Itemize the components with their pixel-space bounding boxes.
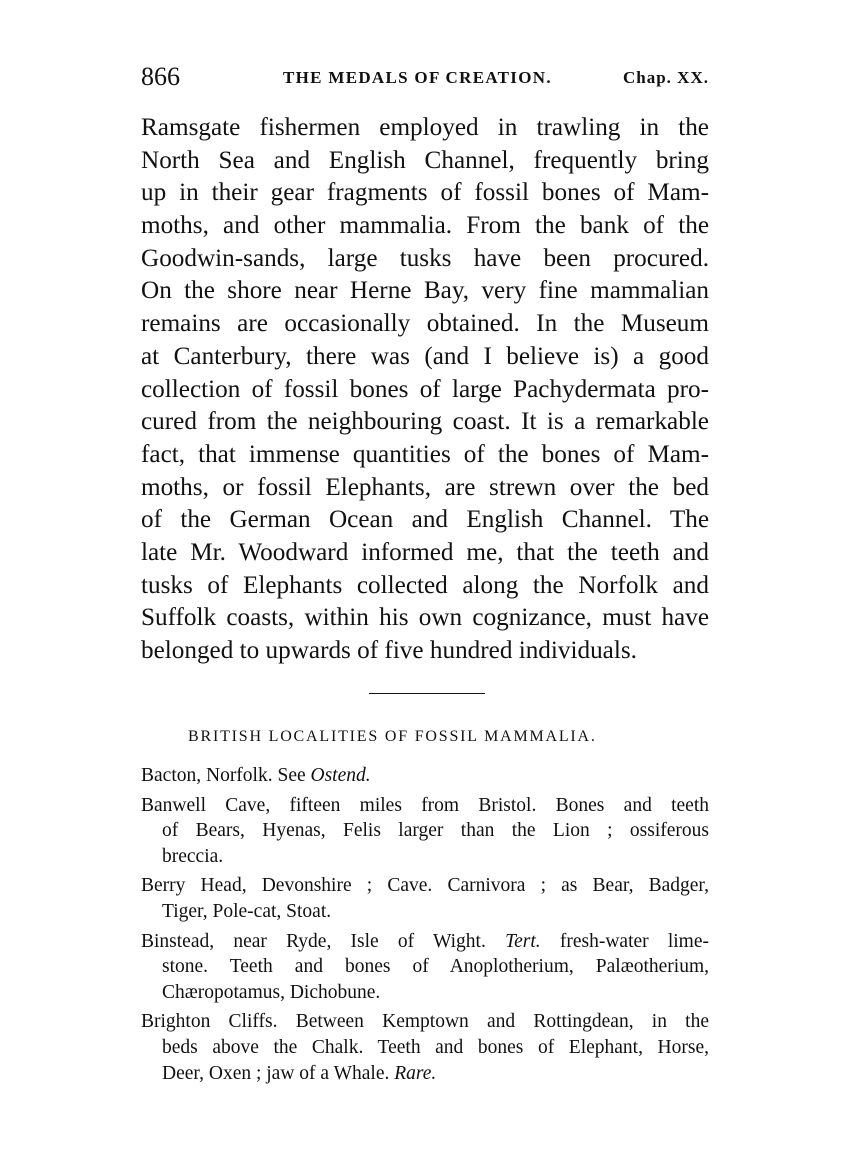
entry-line: stone. Teeth and bones of Anoplotherium, Palæotherium, <box>162 956 709 978</box>
entry-line <box>141 763 709 789</box>
paragraph-line: tusks of Elephants collected along the Norfolk and <box>141 571 709 599</box>
entry-italic-text: Ostend. <box>310 765 371 786</box>
paragraph-line: moths, and other mammalia. From the bank of the <box>141 212 709 240</box>
section-heading: BRITISH LOCALITIES OF FOSSIL MAMMALIA. <box>188 728 597 745</box>
entry-text: Deer, Oxen ; jaw of a Whale. <box>162 1062 395 1084</box>
locality-entry-banwell-cave <box>141 793 709 870</box>
paragraph-line: Ramsgate fishermen employed in trawling in the <box>141 114 709 141</box>
chapter-label: Chap. XX. <box>623 68 709 87</box>
entry-line <box>141 1061 709 1087</box>
localities-list <box>141 763 709 1086</box>
entry-line: of Bears, Hyenas, Felis larger than the Lion ; ossiferous <box>162 820 709 842</box>
paragraph-line: at Canterbury, there was (and I believe is) a good <box>141 342 709 370</box>
entry-italic-text: Rare. <box>394 1062 437 1084</box>
page-number: 866 <box>141 62 180 91</box>
locality-entry-binstead <box>141 929 709 1006</box>
entry-line: Chæropotamus, Dichobune. <box>162 981 381 1003</box>
paragraph-line: remains are occasionally obtained. In the Museum <box>141 310 709 338</box>
entry-line: breccia. <box>162 845 224 867</box>
paragraph-line: cured from the neighbouring coast. It is a remarkable <box>141 408 709 436</box>
paragraph-line: Goodwin-sands, large tusks have been procured. <box>141 244 709 272</box>
page-header <box>141 62 709 92</box>
entry-text: fresh-water lime- <box>540 930 710 952</box>
entry-line: Berry Head, Devonshire ; Cave. Carnivora ; as Bear, Badger, <box>141 875 709 897</box>
paragraph-line: late Mr. Woodward informed me, that the teeth and <box>141 538 709 566</box>
entry-line: Banwell Cave, fifteen miles from Bristol. Bones and teeth <box>141 794 709 816</box>
entry-line <box>141 929 709 955</box>
paragraph-line: On the shore near Herne Bay, very fine mammalian <box>141 277 709 305</box>
paragraph-line: Suffolk coasts, within his own cognizance, must have <box>141 604 709 632</box>
entry-line: Tiger, Pole-cat, Stoat. <box>162 900 332 922</box>
main-paragraph <box>141 112 709 668</box>
locality-entry-brighton-cliffs <box>141 1009 709 1086</box>
entry-line: beds above the Chalk. Teeth and bones of Elephant, Horse, <box>162 1036 709 1058</box>
entry-italic-text: Tert. <box>505 930 541 952</box>
entry-text: Binstead, near Ryde, Isle of Wight. <box>141 930 506 952</box>
paragraph-line: belonged to upwards of five hundred individuals. <box>141 637 637 664</box>
entry-text: Bacton, Norfolk. See <box>141 765 311 786</box>
running-title: THE MEDALS OF CREATION. <box>283 68 552 87</box>
paragraph-line: fact, that immense quantities of the bones of Mam- <box>141 440 709 468</box>
paragraph-line: collection of fossil bones of large Pachydermata pro- <box>141 375 709 403</box>
locality-entry-bacton <box>141 763 709 789</box>
paragraph-line: moths, or fossil Elephants, are strewn over the bed <box>141 473 709 501</box>
paragraph-line: up in their gear fragments of fossil bones of Mam- <box>141 179 709 207</box>
paragraph-line: of the German Ocean and English Channel. The <box>141 506 709 534</box>
entry-line: Brighton Cliffs. Between Kemptown and Rottingdean, in the <box>141 1011 709 1033</box>
paragraph-line: North Sea and English Channel, frequently bring <box>141 146 709 174</box>
section-divider <box>369 693 485 694</box>
locality-entry-berry-head <box>141 873 709 924</box>
